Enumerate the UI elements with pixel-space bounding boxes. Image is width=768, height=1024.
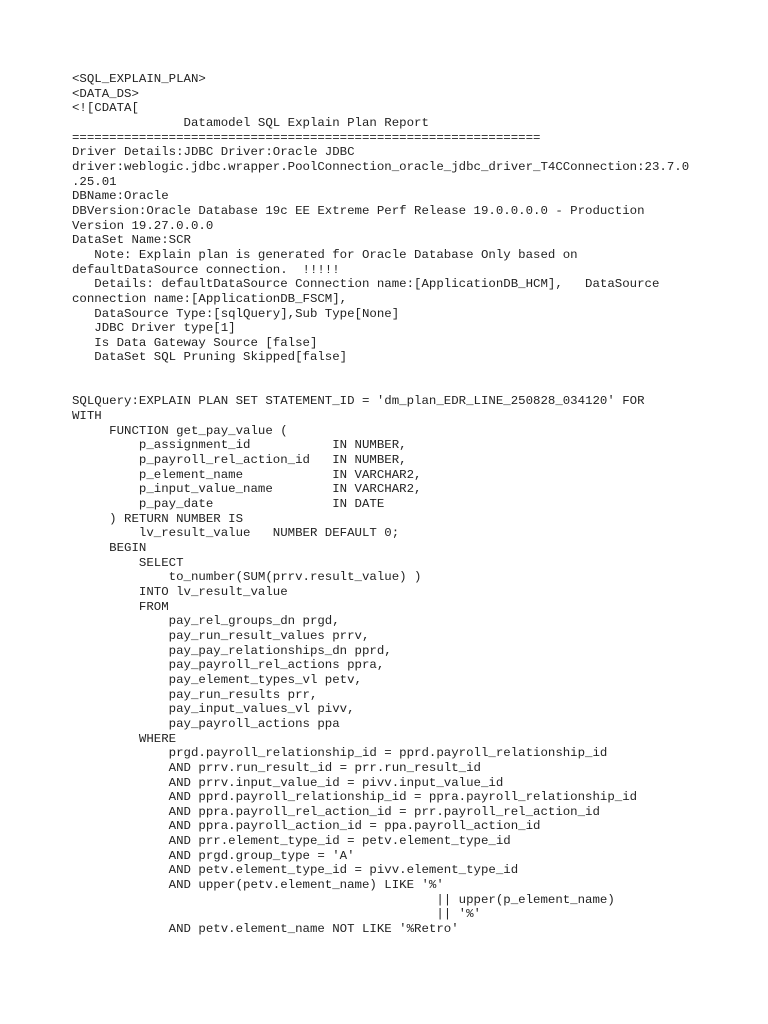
document-line: pay_payroll_actions ppa	[72, 716, 340, 731]
document-line: lv_result_value NUMBER DEFAULT 0;	[72, 526, 400, 541]
document-line: defaultDataSource connection. !!!!!	[72, 262, 340, 277]
document-line: BEGIN	[72, 541, 147, 555]
blank-line	[72, 380, 762, 395]
document-line: ===============================================================	[72, 130, 541, 145]
document-line: FROM	[72, 599, 169, 614]
document-line: p_pay_date IN DATE	[72, 497, 385, 512]
document-line: DataSource Type:[sqlQuery],Sub Type[None]	[72, 306, 400, 321]
explain-plan-document	[72, 72, 762, 937]
document-line: connection name:[ApplicationDB_FSCM],	[72, 291, 348, 306]
document-line: AND pprd.payroll_relationship_id = ppra.payroll_relationship_id	[72, 790, 638, 805]
document-line: to_number(SUM(prrv.result_value) )	[72, 570, 422, 585]
document-line: p_assignment_id IN NUMBER,	[72, 438, 407, 453]
document-line: <DATA_DS>	[72, 86, 139, 101]
document-line: pay_element_types_vl petv,	[72, 672, 362, 687]
document-line: Version 19.27.0.0.0	[72, 218, 214, 233]
document-line: JDBC Driver type[1]	[72, 321, 236, 336]
blank-line	[72, 365, 762, 380]
document-line: p_element_name IN VARCHAR2,	[72, 467, 422, 482]
document-line: pay_run_result_values prrv,	[72, 628, 370, 643]
document-line: Is Data Gateway Source [false]	[72, 335, 318, 350]
document-line: AND prrv.run_result_id = prr.run_result_id	[72, 760, 481, 775]
document-line: Details: defaultDataSource Connection name:[ApplicationDB_HCM], DataSource	[72, 277, 660, 292]
document-line: AND prgd.group_type = 'A'	[72, 848, 355, 863]
document-line: INTO lv_result_value	[72, 584, 288, 599]
document-line: WHERE	[72, 731, 177, 746]
document-line: AND ppra.payroll_rel_action_id = prr.payroll_rel_action_id	[72, 804, 600, 819]
document-line: ) RETURN NUMBER IS	[72, 511, 244, 526]
document-line: AND upper(petv.element_name) LIKE '%'	[72, 878, 444, 893]
document-line: AND petv.element_name NOT LIKE '%Retro'	[72, 922, 459, 937]
document-line: AND prrv.input_value_id = pivv.input_value_id	[72, 775, 504, 790]
document-line: <SQL_EXPLAIN_PLAN>	[72, 72, 206, 86]
document-line: Note: Explain plan is generated for Oracle Database Only based on	[72, 247, 578, 262]
document-line: FUNCTION get_pay_value (	[72, 423, 288, 438]
document-line: Datamodel SQL Explain Plan Report	[72, 115, 429, 130]
document-line: || upper(p_element_name)	[72, 892, 615, 907]
document-line: AND ppra.payroll_action_id = ppa.payroll_action_id	[72, 819, 541, 834]
document-line: prgd.payroll_relationship_id = pprd.payroll_relationship_id	[72, 746, 608, 761]
document-line: || '%'	[72, 907, 481, 922]
document-line: <![CDATA[	[72, 101, 139, 116]
document-line: pay_input_values_vl pivv,	[72, 702, 355, 717]
document-line: driver:weblogic.jdbc.wrapper.PoolConnection_oracle_jdbc_driver_T4CConnection:23.7.0	[72, 159, 690, 174]
document-line: p_input_value_name IN VARCHAR2,	[72, 482, 422, 497]
document-line: pay_pay_relationships_dn pprd,	[72, 643, 392, 658]
document-line: p_payroll_rel_action_id IN NUMBER,	[72, 453, 407, 468]
document-line: pay_rel_groups_dn prgd,	[72, 614, 340, 629]
document-line: pay_payroll_rel_actions ppra,	[72, 658, 385, 673]
document-line: DataSet SQL Pruning Skipped[false]	[72, 350, 348, 365]
document-line: SELECT	[72, 555, 184, 570]
document-line: pay_run_results prr,	[72, 687, 318, 702]
document-line: SQLQuery:EXPLAIN PLAN SET STATEMENT_ID = 'dm_plan_EDR_LINE_250828_034120' FOR	[72, 394, 645, 409]
document-line: DataSet Name:SCR	[72, 233, 191, 248]
document-line: AND petv.element_type_id = pivv.element_type_id	[72, 863, 519, 878]
document-line: Driver Details:JDBC Driver:Oracle JDBC	[72, 145, 355, 160]
document-line: AND prr.element_type_id = petv.element_type_id	[72, 834, 511, 849]
document-line: DBName:Oracle	[72, 189, 169, 204]
document-line: DBVersion:Oracle Database 19c EE Extreme Perf Release 19.0.0.0.0 - Production	[72, 203, 645, 218]
document-line: WITH	[72, 409, 102, 424]
document-line: .25.01	[72, 174, 117, 189]
